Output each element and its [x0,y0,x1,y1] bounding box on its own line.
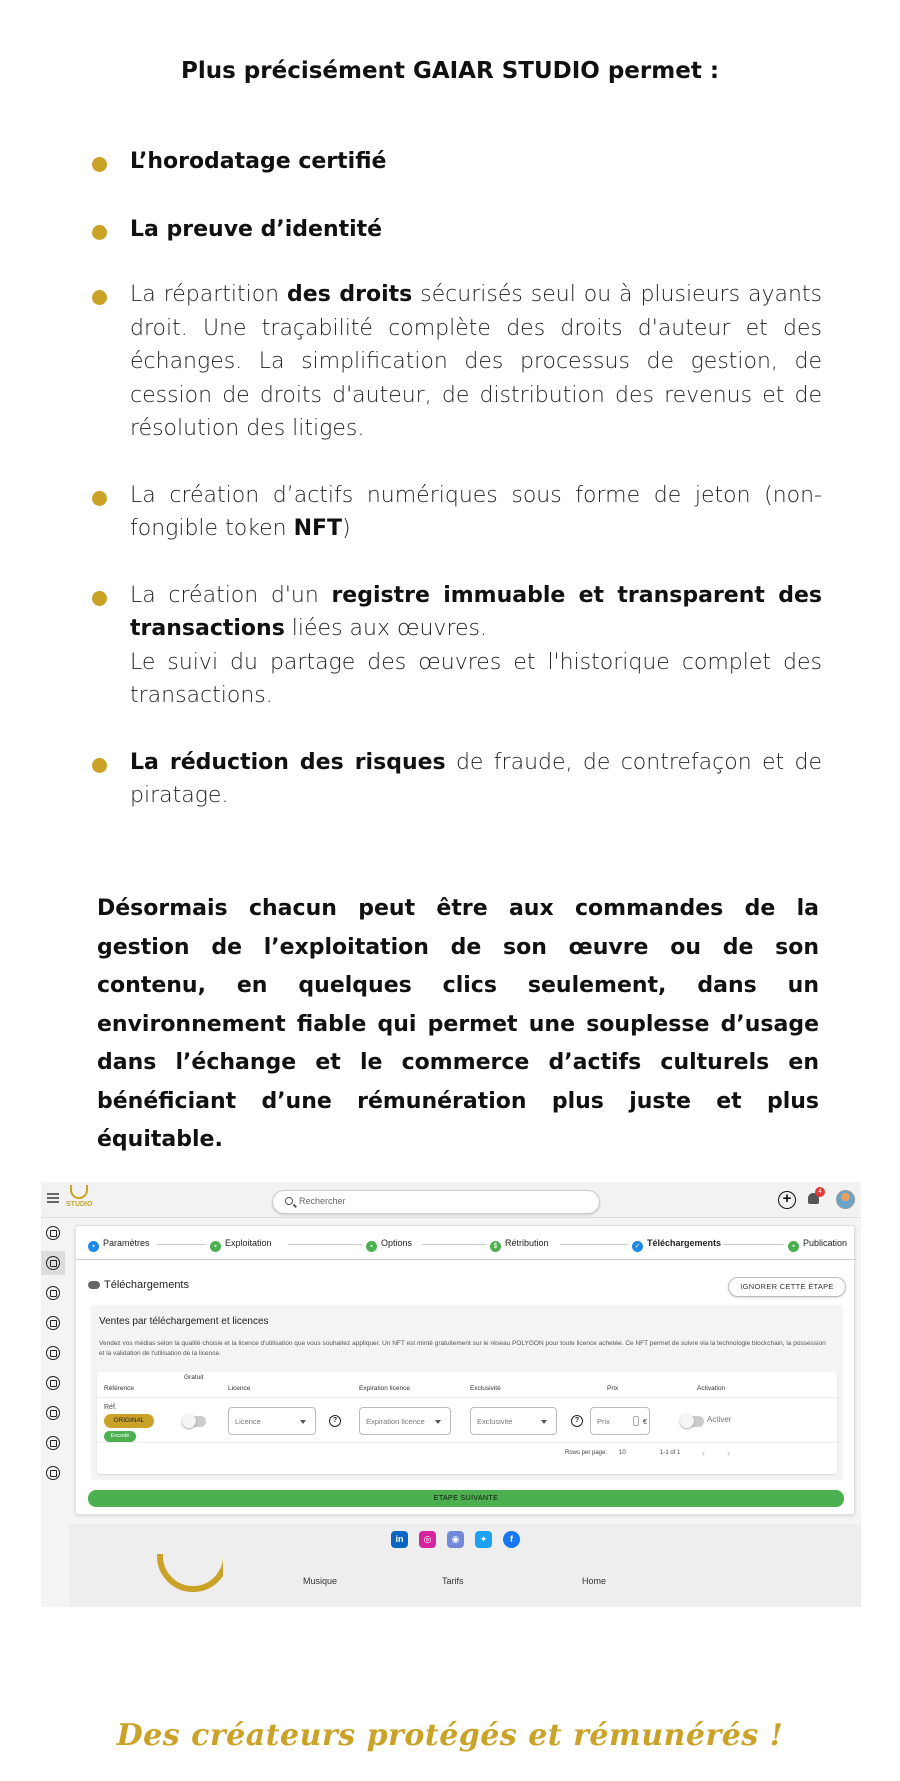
rows-per-page-label: Rows per page: [565,1450,608,1456]
page-heading: Plus précisément GAIAR STUDIO permet : [180,58,720,84]
feature-bold: La réduction des risques [130,749,446,775]
prev-page-icon[interactable]: ‹ [702,1448,705,1458]
chevron-down-icon [541,1420,547,1424]
column-header: Référence [104,1385,134,1392]
column-header: Prix [607,1385,619,1392]
sidebar-nft-icon[interactable] [46,1346,60,1360]
step-connector [288,1244,362,1245]
exploitation-icon: ▪ [210,1241,221,1252]
sidebar-broadcast-icon[interactable] [46,1316,60,1330]
spinner-icon[interactable] [633,1416,639,1426]
feature-bold: NFT [293,516,343,541]
sidebar-rights-icon[interactable] [46,1286,60,1300]
step-exploitation[interactable] [210,1238,272,1252]
discord-icon[interactable]: ◉ [447,1531,464,1548]
check-icon: ✓ [632,1241,643,1252]
facebook-icon[interactable]: f [503,1531,520,1548]
retribution-icon: $ [490,1241,501,1252]
cloud-download-icon [88,1281,100,1289]
step-label: Téléchargements [647,1238,722,1248]
sales-panel [91,1305,843,1480]
price-input[interactable] [590,1407,650,1435]
footer-link-home[interactable]: Home [582,1576,607,1586]
feature-bold: La preuve d’identité [130,216,383,242]
feature-text: La création d’actifs numériques sous forme de jeton (non-fongible token [130,482,822,541]
feature-list [92,145,822,813]
footer-link-tarifs[interactable]: Tarifs [442,1576,464,1586]
step-label: Exploitation [225,1238,272,1248]
sidebar-contract-icon[interactable] [46,1406,60,1420]
ref-label: Réf. [104,1404,117,1411]
step-options[interactable] [366,1238,412,1252]
feature-item-nft [92,479,822,546]
exclusivite-select[interactable] [470,1407,557,1435]
hamburger-menu-icon[interactable] [47,1193,59,1203]
select-placeholder: Licence [235,1417,261,1426]
instagram-icon[interactable]: ◎ [419,1531,436,1548]
search-input[interactable] [272,1190,600,1214]
app-sidebar [41,1219,65,1509]
feature-bold: registre immuable et transparent des transactions [130,582,822,641]
sidebar-media-icon[interactable] [46,1256,60,1270]
next-step-button[interactable]: ETAPE SUIVANTE [88,1490,844,1507]
step-connector [422,1244,486,1245]
expiration-select[interactable] [359,1407,451,1435]
feature-bold: des droits [287,282,413,307]
feature-text: de fraude, de contrefaçon et de piratage. [130,749,822,808]
skip-step-button[interactable]: IGNORER CETTE ÉTAPE [728,1277,846,1297]
settings-icon: ▪ [88,1241,99,1252]
encode-chip: Encodé [104,1431,136,1442]
activation-label: Activer [707,1415,732,1424]
tagline: Des créateurs protégés et rémunérés ! [116,1718,784,1753]
licences-table [97,1372,837,1474]
price-placeholder: Prix [597,1417,610,1426]
logo-arc-icon [70,1185,88,1199]
select-placeholder: Exclusivité [477,1417,513,1426]
feature-bold: L’horodatage certifié [130,149,387,174]
avatar[interactable] [836,1190,855,1209]
sidebar-stats-icon[interactable] [46,1466,60,1480]
feature-text: liées aux œuvres. [284,616,487,641]
summary-paragraph: Désormais chacun peut être aux commandes de la gestion de l’exploitation de son œuvre ou de son contenu, en quelques clics seulement, dans un environnement fiable qui permet une souplesse d’usage dans l’échange et le commerce d’actifs culturels en bénéficiant d’une rémunération plus juste et plus équitable. [97,896,819,1152]
bullet-dot-icon [92,225,107,240]
sidebar-copyright-icon[interactable] [46,1376,60,1390]
step-label: Paramètres [103,1238,150,1248]
logo-text: STUDIO [66,1201,93,1208]
gratuit-toggle[interactable] [182,1416,206,1427]
studio-logo[interactable] [65,1185,95,1215]
column-header: Expiration licence [359,1385,410,1392]
help-icon[interactable]: ? [571,1415,583,1427]
step-label: Rétribution [505,1238,549,1248]
publication-icon: ▪ [788,1241,799,1252]
twitter-icon[interactable]: ✦ [475,1531,492,1548]
currency-symbol: € [642,1417,647,1426]
footer-link-musique[interactable]: Musique [303,1576,338,1586]
chevron-down-icon [300,1420,306,1424]
feature-text: Le suivi du partage des œuvres et l'historique complet des transactions. [130,649,822,708]
feature-item-horodatage [92,145,822,179]
add-button[interactable]: + [778,1191,796,1209]
linkedin-icon[interactable]: in [391,1531,408,1548]
column-header: Activation [697,1385,726,1392]
rows-per-page-select[interactable]: 10 [619,1450,626,1456]
sidebar-wallet-icon[interactable] [46,1436,60,1450]
column-header: Gratuit [184,1374,204,1381]
chevron-down-icon [435,1420,441,1424]
panel-description: Vendez vos médias selon la qualité choisie et la licence d'utilisation que vous souhaitez appliquer. Un NFT est minté gratuitement sur le réseau POLYGON pour toute licence achetée. Ce NFT permet de suivre via la technologie blockchain, la possession et la validation de l'utilisation de la licence. [99,1340,826,1357]
search-placeholder: Rechercher [299,1196,346,1206]
step-label: Publication [803,1238,848,1248]
footer-logo[interactable] [151,1554,223,1594]
step-label: Options [381,1238,413,1248]
form-card [75,1225,855,1515]
section-title-text: Téléchargements [104,1279,189,1291]
activation-toggle[interactable] [680,1416,704,1427]
section-title [88,1279,189,1291]
step-parametres[interactable] [88,1238,150,1252]
step-connector [156,1244,206,1245]
feature-item-droits [92,278,822,446]
column-header: Exclusivité [470,1385,501,1392]
step-retribution[interactable] [490,1238,549,1252]
bullet-dot-icon [92,758,107,773]
step-connector [560,1244,628,1245]
column-header: Licence [228,1385,251,1392]
original-chip: ORIGINAL [104,1414,154,1428]
row-divider [97,1397,837,1398]
bullet-dot-icon [92,591,107,606]
step-publication[interactable] [788,1238,847,1252]
options-icon: ▪ [366,1241,377,1252]
bullet-dot-icon [92,491,107,506]
next-page-icon[interactable]: › [727,1448,730,1458]
licence-select[interactable] [228,1407,316,1435]
bullet-dot-icon [92,290,107,305]
feature-text: La répartition [130,282,288,307]
feature-text: La création d'un [130,582,332,608]
feature-item-registre [92,579,822,713]
feature-text: ) [342,516,351,541]
pagination-range: 1-1 of 1 [660,1450,681,1456]
feature-item-risques [92,746,822,813]
notification-badge: 4 [815,1187,825,1197]
feature-text: sécurisés seul ou à plusieurs ayants droit. Une traçabilité complète des droits d'auteur et des échanges. La simplification des processus de gestion, de cession de droits d'auteur, de distribution des revenus et de résolution des litiges. [130,282,822,441]
feature-item-identite [92,213,822,247]
sidebar-dashboard-icon[interactable] [46,1226,60,1240]
row-divider [97,1442,837,1443]
stepper [76,1226,856,1260]
step-connector [724,1244,784,1245]
bullet-dot-icon [92,157,107,172]
app-topbar [41,1182,861,1218]
select-placeholder: Expiration licence [366,1417,425,1426]
app-footer [69,1524,861,1607]
search-icon [285,1197,293,1205]
step-telechargements[interactable] [632,1238,721,1252]
help-icon[interactable]: ? [329,1415,341,1427]
app-screenshot [41,1182,861,1607]
panel-title: Ventes par téléchargement et licences [99,1316,269,1327]
